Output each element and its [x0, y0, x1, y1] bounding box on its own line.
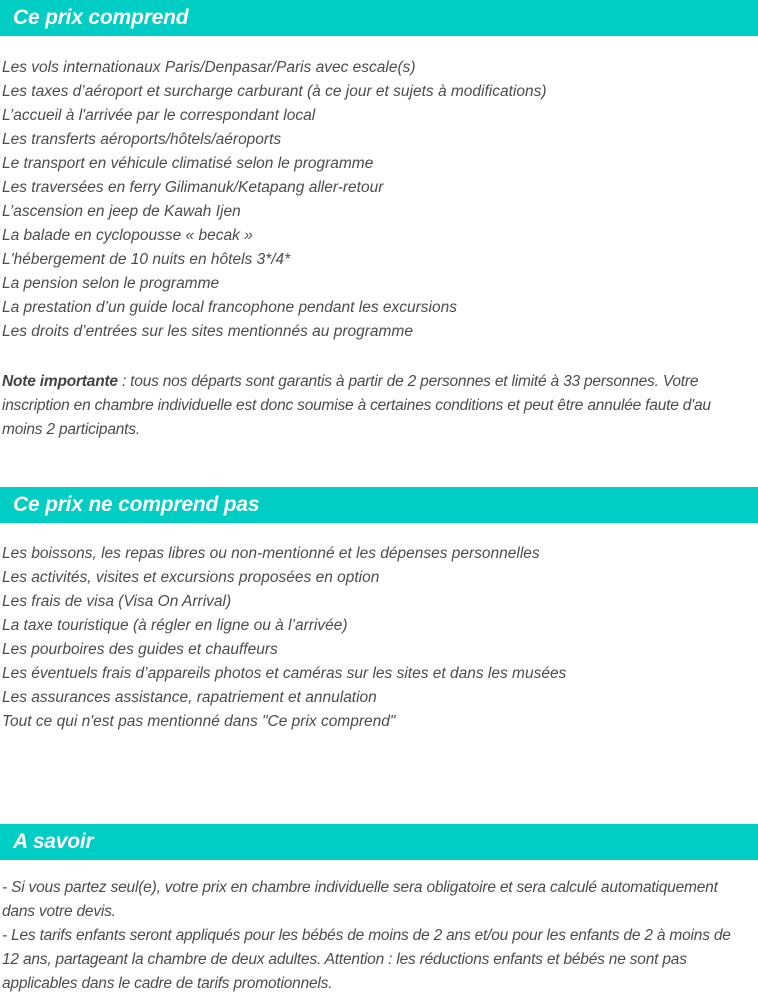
section-header-price-included [0, 0, 758, 36]
list-item: L'hébergement de 10 nuits en hôtels 3*/4* [2, 251, 291, 268]
list-item: Les pourboires des guides et chauffeurs [2, 641, 278, 658]
section-content-price-not-included [0, 542, 758, 734]
to-know-paragraphs [2, 876, 746, 996]
list-item: Les éventuels frais d’appareils photos et caméras sur les sites et dans les musées [2, 665, 567, 682]
list-item: La taxe touristique (à régler en ligne ou à l’arrivée) [2, 617, 348, 634]
section-title-to-know: A savoir [13, 830, 94, 853]
list-item: Les activités, visites et excursions proposées en option [2, 569, 380, 586]
list-item: Le transport en véhicule climatisé selon le programme [2, 155, 374, 172]
section-price-not-included [0, 487, 758, 734]
section-title-price-not-included: Ce prix ne comprend pas [13, 493, 260, 516]
section-content-price-included [0, 56, 758, 442]
list-item: Les frais de visa (Visa On Arrival) [2, 593, 232, 610]
section-to-know [0, 824, 758, 996]
list-item: La pension selon le programme [2, 275, 220, 292]
list-item: Les traversées en ferry Gilimanuk/Ketapang aller-retour [2, 179, 384, 196]
price-not-included-list [2, 542, 746, 734]
list-item: Les assurances assistance, rapatriement et annulation [2, 689, 377, 706]
important-note [2, 370, 746, 442]
list-item: L’ascension en jeep de Kawah Ijen [2, 203, 241, 220]
list-item: Les vols internationaux Paris/Denpasar/Paris avec escale(s) [2, 59, 416, 76]
to-know-paragraph: - Les tarifs enfants seront appliqués pour les bébés de moins de 2 ans et/ou pour les enfants de 2 à moins de 12 ans, partageant la chambre de deux adultes. Attention : les réductions enfants et bébés ne sont pas applicables dans le cadre de tarifs promotionnels. [2, 927, 731, 992]
list-item: Les taxes d’aéroport et surcharge carburant (à ce jour et sujets à modifications) [2, 83, 547, 100]
section-title-price-included: Ce prix comprend [13, 6, 189, 29]
list-item: Les boissons, les repas libres ou non-mentionné et les dépenses personnelles [2, 545, 540, 562]
section-header-to-know [0, 824, 758, 860]
section-header-price-not-included [0, 487, 758, 523]
section-content-to-know [0, 876, 758, 996]
list-item: La balade en cyclopousse « becak » [2, 227, 253, 244]
list-item: Les droits d’entrées sur les sites mentionnés au programme [2, 323, 413, 340]
important-note-text: : tous nos départs sont garantis à partir de 2 personnes et limité à 33 personnes. Votre inscription en chambre individuelle est donc soumise à certaines conditions et peut être annulée faute d'au moins 2 participants. [2, 373, 711, 438]
section-price-included [0, 0, 758, 442]
important-note-label: Note importante [2, 373, 118, 390]
price-included-list [2, 56, 746, 344]
list-item: La prestation d’un guide local francophone pendant les excursions [2, 299, 457, 316]
to-know-paragraph: - Si vous partez seul(e), votre prix en chambre individuelle sera obligatoire et sera calculé automatiquement dans votre devis. [2, 879, 718, 920]
list-item: Les transferts aéroports/hôtels/aéroports [2, 131, 282, 148]
list-item: L’accueil à l'arrivée par le correspondant local [2, 107, 316, 124]
list-item: Tout ce qui n'est pas mentionné dans "Ce prix comprend" [2, 713, 396, 730]
